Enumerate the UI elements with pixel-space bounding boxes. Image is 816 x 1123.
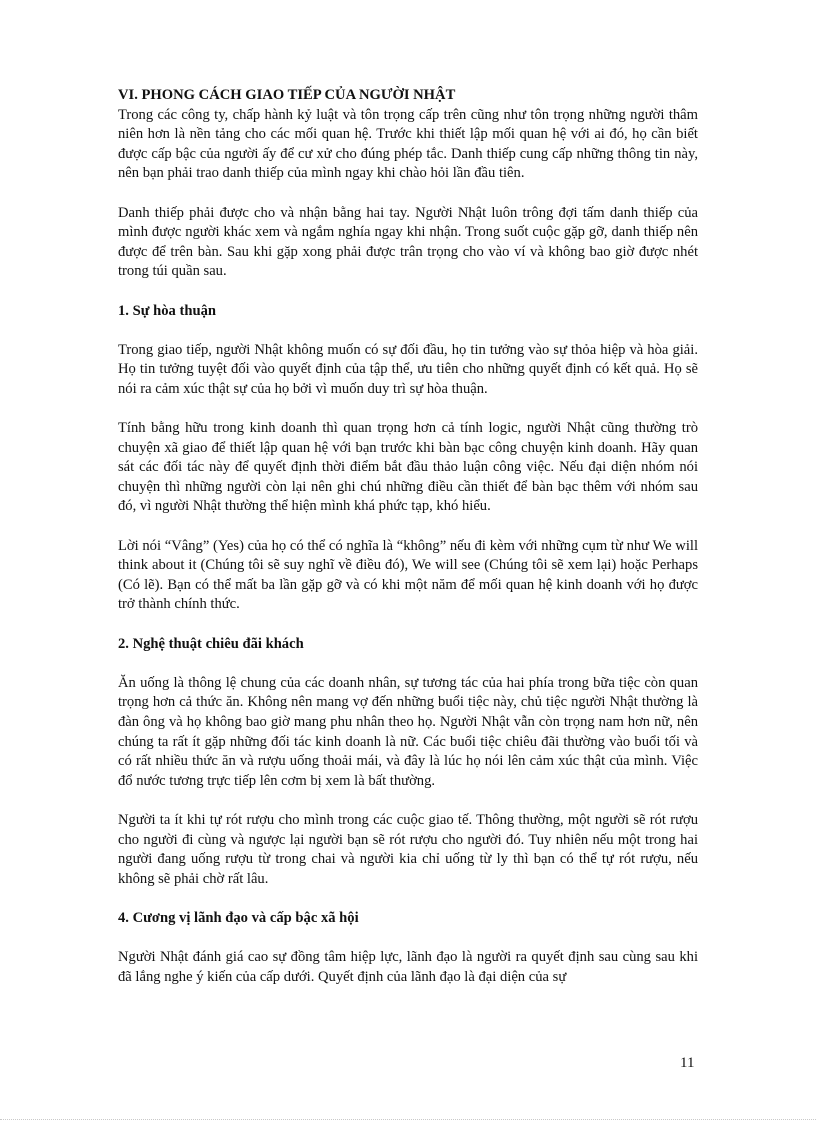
section-paragraph: Người ta ít khi tự rót rượu cho mình trong các cuộc giao tế. Thông thường, một người sẽ rót rượu cho người đi cùng và ngược lại người bạn sẽ rót rượu cho người đó. Tuy nhiên nếu một trong hai người đang uống rượu từ trong chai và người kia chỉ uống từ ly thì bạn có thể tự rót rượu, nếu không sẽ phải chờ rất lâu.: [118, 811, 698, 887]
section-heading: 1. Sự hòa thuận: [118, 302, 216, 319]
page-bottom-divider: [0, 1119, 816, 1120]
intro-paragraph: Trong các công ty, chấp hành kỷ luật và tôn trọng cấp trên cũng như tôn trọng những người thâm niên hơn là nền tảng cho các mối quan hệ. Trước khi thiết lập mối quan hệ với ai đó, họ cần biết được cấp bậc của người ấy để cư xử cho đúng phép tắc. Danh thiếp cung cấp những thông tin này, nên bạn phải trao danh thiếp của mình ngay khi chào hỏi lần đầu tiên.: [118, 106, 698, 182]
section-heading: 2. Nghệ thuật chiêu đãi khách: [118, 635, 304, 652]
section-paragraph: Trong giao tiếp, người Nhật không muốn có sự đối đầu, họ tin tưởng vào sự thỏa hiệp và hòa giải. Họ tin tưởng tuyệt đối vào quyết định của tập thể, ưu tiên cho những quyết định có kết quả. Họ sẽ nói ra cảm xúc thật sự của họ bởi vì muốn duy trì sự hòa thuận.: [118, 341, 698, 397]
section-paragraph: Người Nhật đánh giá cao sự đồng tâm hiệp lực, lãnh đạo là người ra quyết định sau cùng sau khi đã lắng nghe ý kiến của cấp dưới. Quyết định của lãnh đạo là đại diện của sự: [118, 949, 698, 985]
intro-paragraph: Danh thiếp phải được cho và nhận bằng hai tay. Người Nhật luôn trông đợi tấm danh thiếp của mình được người khác xem và ngắm nghía ngay khi nhận. Trong suốt cuộc gặp gỡ, danh thiếp nên được để trên bàn. Sau khi gặp xong phải được trân trọng cho vào ví và không bao giờ được nhét trong túi quần sau.: [118, 204, 698, 280]
page-number: 11: [680, 1055, 695, 1071]
section-paragraph: Tính bằng hữu trong kinh doanh thì quan trọng hơn cả tính logic, người Nhật cũng thường trò chuyện xã giao để thiết lập quan hệ với bạn trước khi bàn bạc công chuyện kinh doanh. Hãy quan sát các đối tác này để quyết định thời điểm bắt đầu thảo luận công việc. Nếu đại diện nhóm nói chuyện thì những người còn lại nên ghi chú những điều cần thiết để bàn bạc thêm với nhóm sau đó, vì người Nhật thường thể hiện mình khá phức tạp, khó hiểu.: [118, 420, 698, 515]
section-paragraph: Ăn uống là thông lệ chung của các doanh nhân, sự tương tác của hai phía trong bữa tiệc còn quan trọng hơn cả thức ăn. Không nên mang vợ đến những buổi tiệc này, chủ tiệc người Nhật thường là đàn ông và họ không bao giờ mang phu nhân theo họ. Người Nhật vẫn còn trọng nam hơn nữ, nên chúng ta rất ít gặp những đối tác kinh doanh là nữ. Các buổi tiệc chiêu đãi thường vào buổi tối và có rất nhiều thức ăn và rượu uống thoải mái, và đây là lúc họ nói lên cảm xúc thật của mình. Việc đổ nước tương trực tiếp lên cơm bị xem là bất thường.: [118, 674, 698, 789]
page-title: VI. PHONG CÁCH GIAO TIẾP CỦA NGƯỜI NHẬT: [118, 87, 456, 103]
document-page: [118, 86, 698, 1007]
section-paragraph: Lời nói “Vâng” (Yes) của họ có thể có nghĩa là “không” nếu đi kèm với những cụm từ như We will think about it (Chúng tôi sẽ suy nghĩ về điều đó), We will see (Chúng tôi sẽ xem lại) hoặc Perhaps (Có lẽ). Bạn có thể mất ba lần gặp gỡ và có khi một năm để mối quan hệ kinh doanh với họ được trở thành chính thức.: [118, 537, 698, 613]
section-heading: 4. Cương vị lãnh đạo và cấp bậc xã hội: [118, 909, 359, 926]
